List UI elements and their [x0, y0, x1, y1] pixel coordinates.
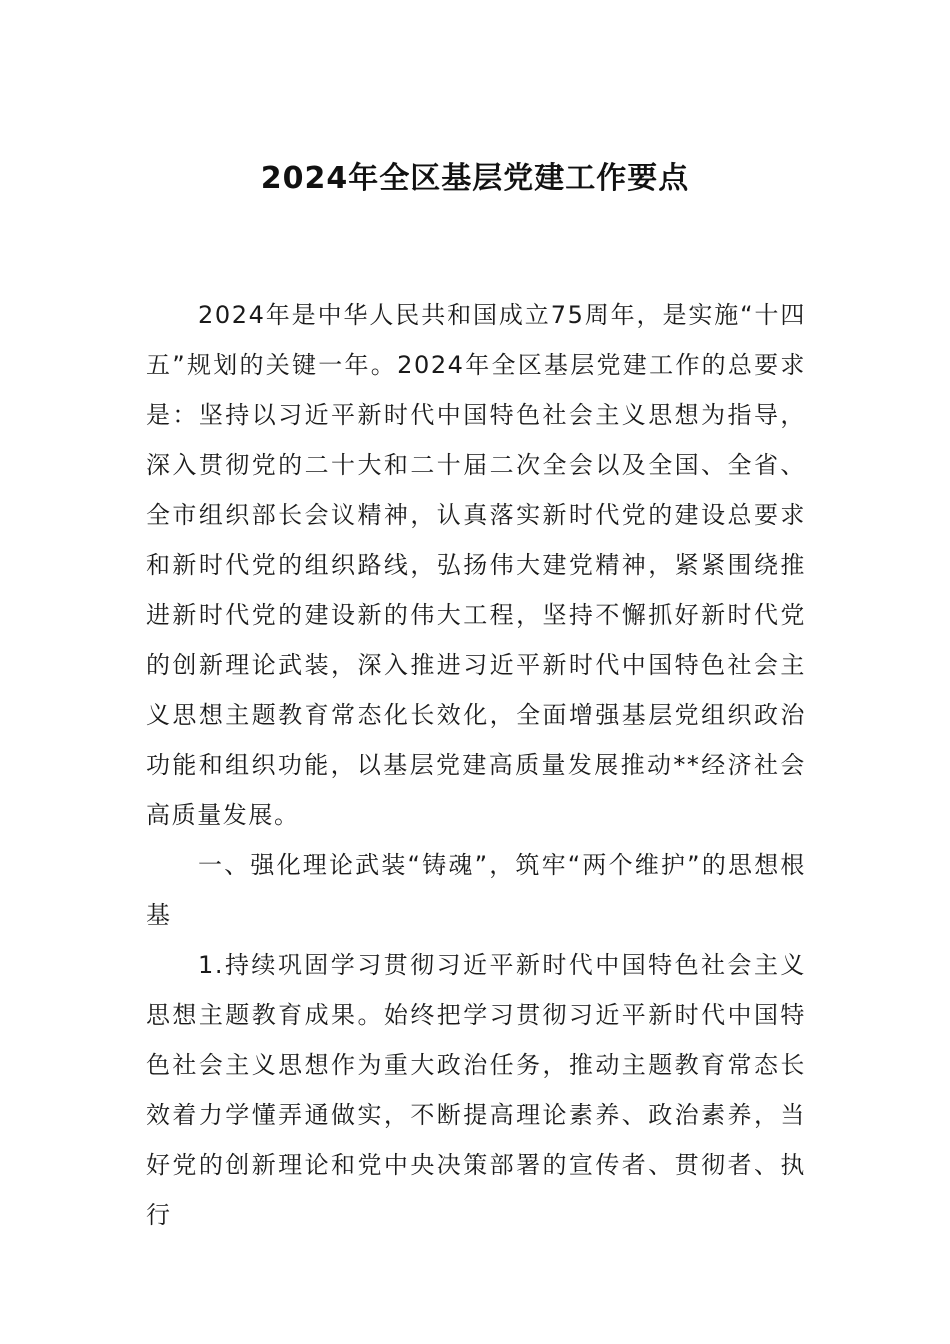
paragraph-item-1: 1.持续巩固学习贯彻习近平新时代中国特色社会主义思想主题教育成果。始终把学习贯彻习近平新时代中国特色社会主义思想作为重大政治任务，推动主题教育常态长效着力学懂弄通做实，不断提高理论素养、政治素养，当好党的创新理论和党中央决策部署的宣传者、贯彻者、执行	[146, 951, 806, 1229]
section-heading-1: 一、强化理论武装“铸魂”，筑牢“两个维护”的思想根基	[146, 851, 806, 929]
document-body	[146, 290, 806, 1240]
paragraph-intro: 2024年是中华人民共和国成立75周年，是实施“十四五”规划的关键一年。2024年全区基层党建工作的总要求是：坚持以习近平新时代中国特色社会主义思想为指导，深入贯彻党的二十大和二十届二次全会以及全国、全省、全市组织部长会议精神，认真落实新时代党的建设总要求和新时代党的组织路线，弘扬伟大建党精神，紧紧围绕推进新时代党的建设新的伟大工程，坚持不懈抓好新时代党的创新理论武装，深入推进习近平新时代中国特色社会主义思想主题教育常态化长效化，全面增强基层党组织政治功能和组织功能，以基层党建高质量发展推动**经济社会高质量发展。	[146, 301, 806, 829]
document-title: 2024年全区基层党建工作要点	[260, 161, 690, 196]
